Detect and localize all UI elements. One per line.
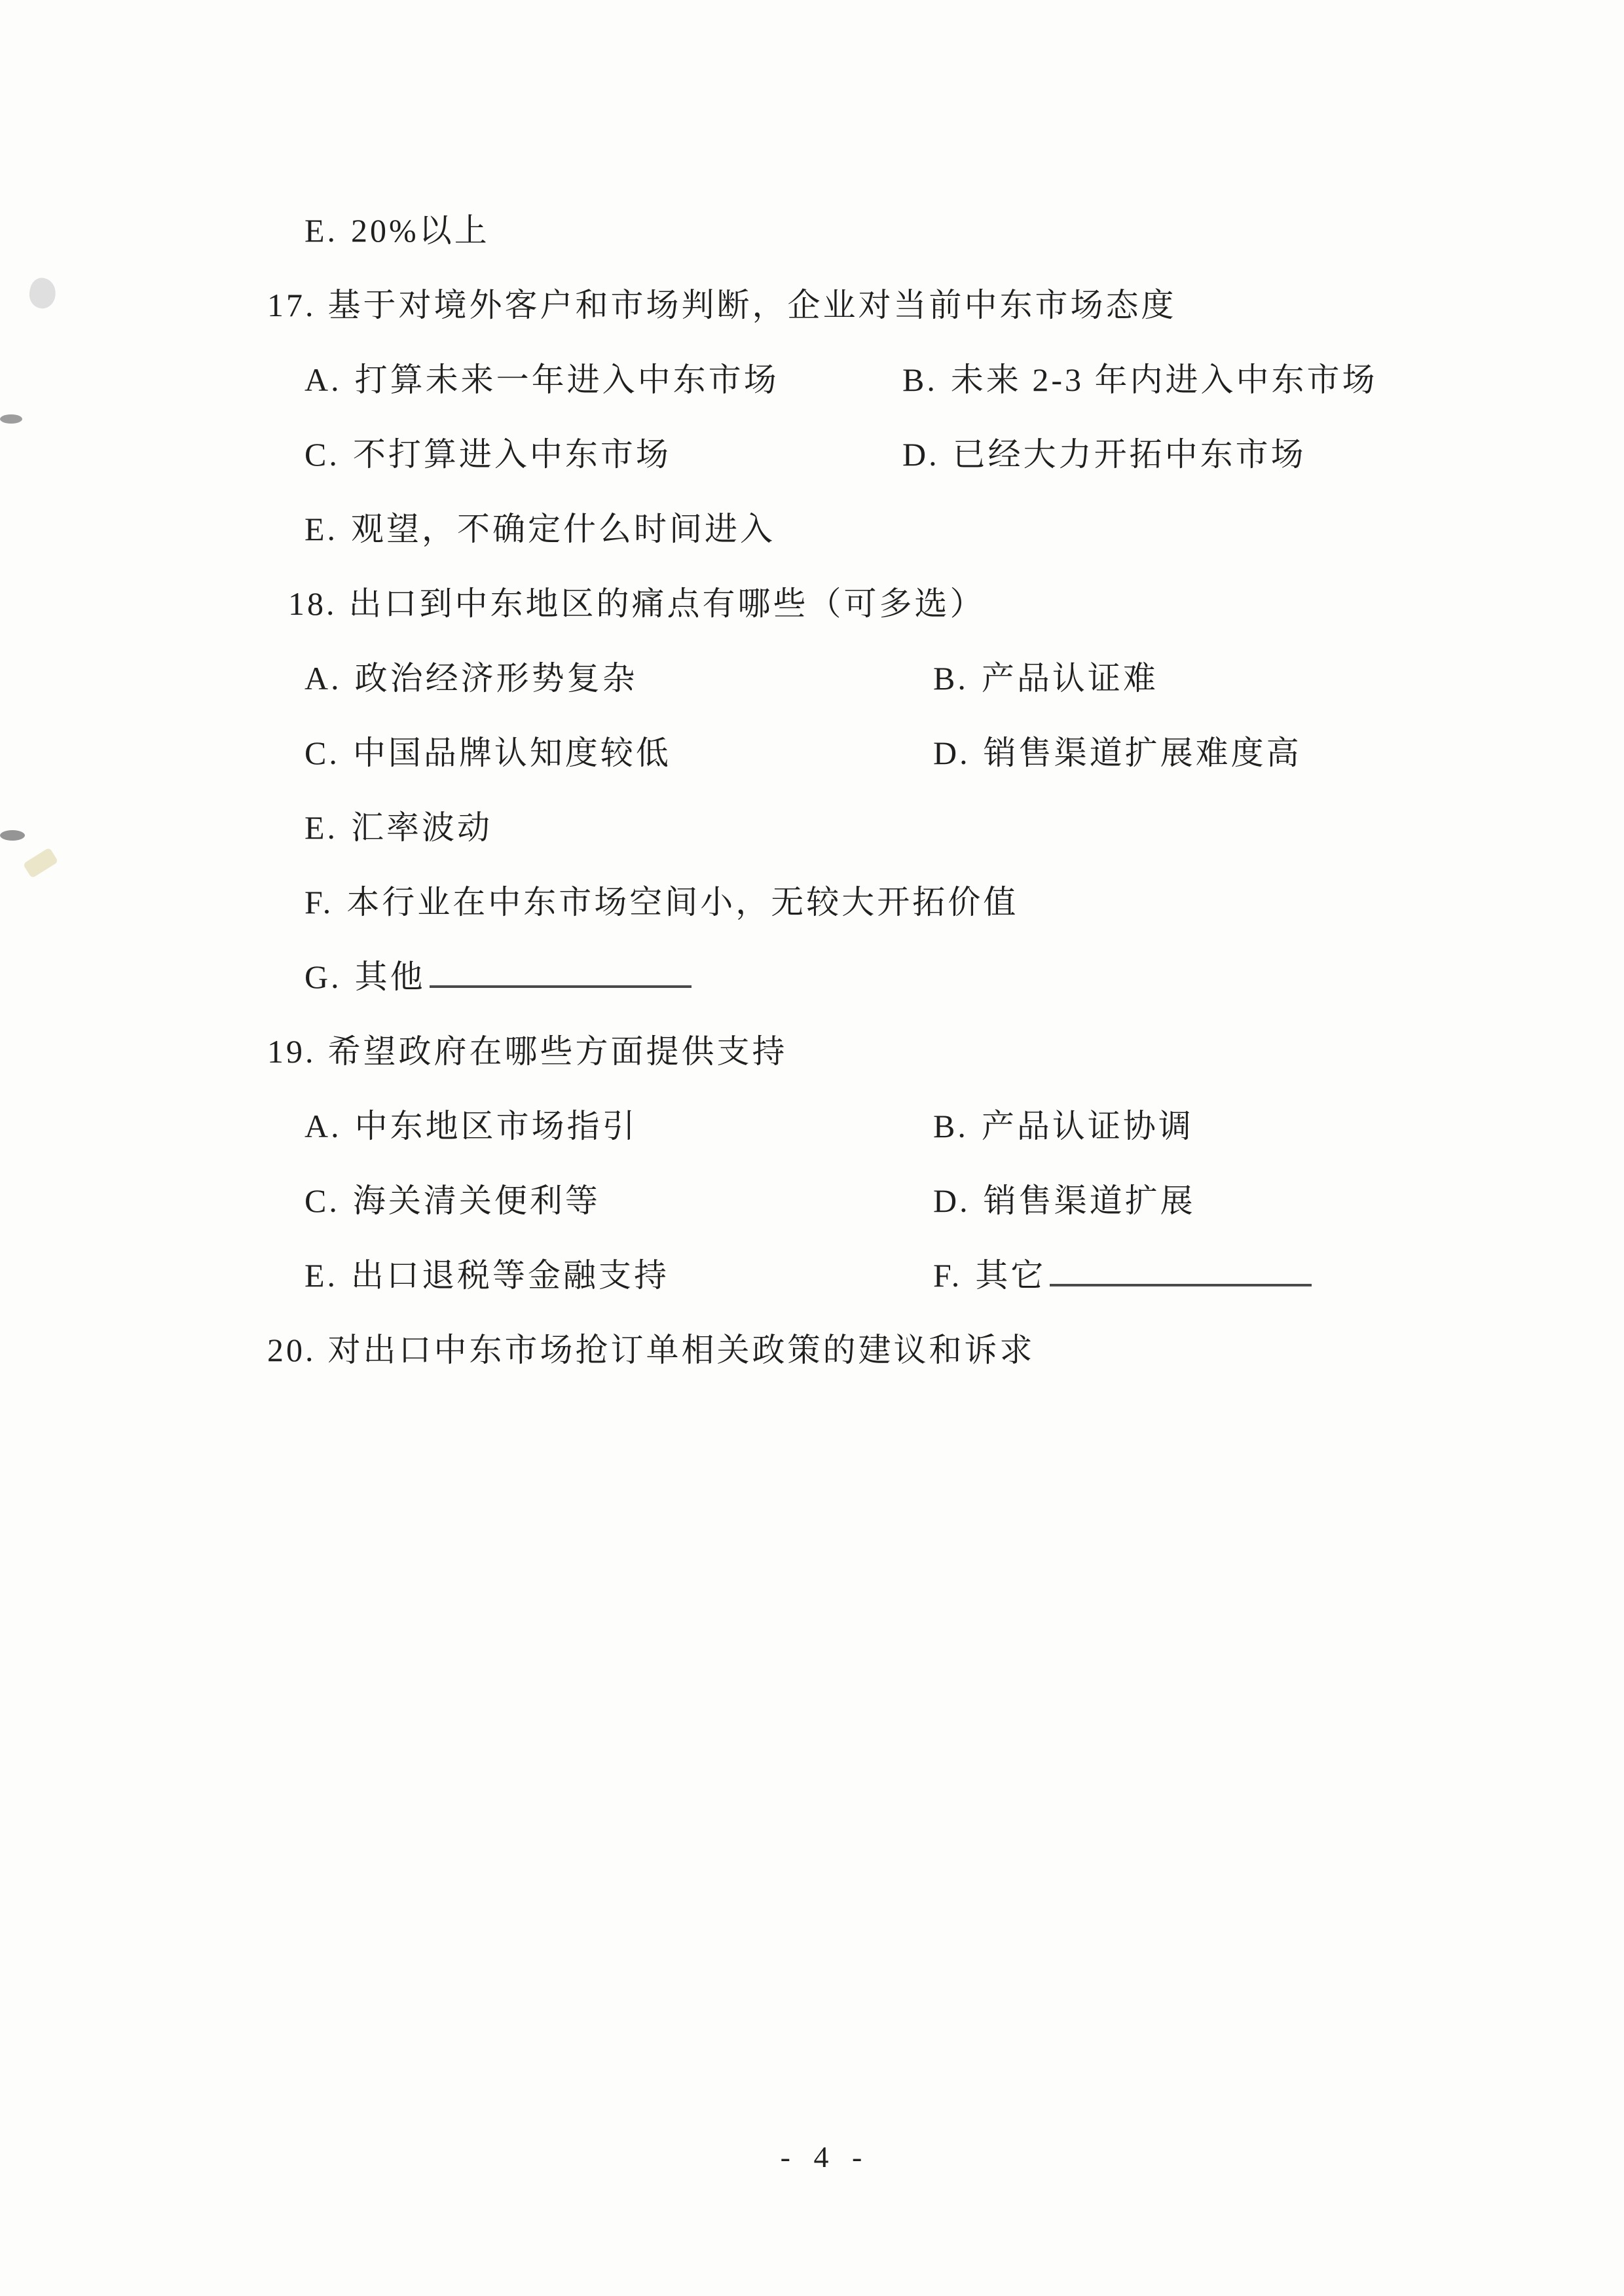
question-title: 基于对境外客户和市场判断，企业对当前中东市场态度 — [327, 287, 1177, 323]
option-label: D. — [933, 1182, 970, 1219]
fill-in-blank — [430, 958, 692, 988]
option-label: G. — [304, 958, 342, 995]
option-row — [0, 790, 1624, 865]
option-text: 销售渠道扩展难度高 — [983, 735, 1302, 771]
option-text: 销售渠道扩展 — [983, 1182, 1196, 1219]
option — [902, 342, 1378, 417]
option-row — [0, 342, 1624, 417]
option-label: A. — [304, 361, 342, 398]
option — [0, 716, 671, 790]
option — [0, 865, 1018, 939]
question-number: 19. — [267, 1033, 316, 1070]
option-text: 已经大力开拓中东市场 — [952, 436, 1306, 473]
page-number: - 4 - — [780, 2140, 870, 2174]
question-heading — [0, 268, 1624, 342]
option-label: A. — [304, 1108, 342, 1144]
option-label: E. — [304, 1257, 339, 1294]
option — [0, 1163, 600, 1238]
option — [0, 939, 692, 1014]
option — [0, 1238, 669, 1313]
option-row — [0, 865, 1624, 939]
option-text: 不打算进入中东市场 — [352, 436, 671, 473]
option-text: 政治经济形势复杂 — [354, 660, 638, 697]
option-text: 产品认证难 — [981, 660, 1158, 697]
option-label: F. — [304, 884, 334, 920]
option-row — [0, 1238, 1624, 1313]
option-label: B. — [933, 660, 969, 697]
option — [0, 342, 779, 417]
option — [0, 641, 638, 716]
option-row — [0, 1163, 1624, 1238]
question-heading — [0, 1014, 1624, 1089]
option-label: D. — [902, 436, 940, 473]
fill-in-blank — [1050, 1256, 1312, 1286]
option-label: C. — [304, 436, 340, 473]
option-label: E. — [304, 212, 339, 249]
option-text: 20%以上 — [351, 212, 490, 249]
question-number: 17. — [267, 287, 316, 323]
option-text: 观望，不确定什么时间进入 — [351, 511, 776, 547]
option-text: 海关清关便利等 — [352, 1182, 600, 1219]
option-text: 产品认证协调 — [981, 1108, 1194, 1144]
option-label: D. — [933, 735, 970, 771]
option-label: A. — [304, 660, 342, 697]
option — [933, 1163, 1196, 1238]
option — [933, 1238, 1312, 1313]
option-text: 其他 — [354, 958, 426, 995]
option — [0, 492, 775, 566]
scan-artifact — [0, 414, 22, 424]
option-row — [0, 716, 1624, 790]
question-heading — [0, 566, 1624, 641]
option-label: C. — [304, 1182, 340, 1219]
option-text: 出口退税等金融支持 — [351, 1257, 670, 1294]
option — [0, 790, 492, 865]
question-number: 20. — [267, 1332, 316, 1368]
option-row — [0, 492, 1624, 566]
option — [933, 641, 1158, 716]
option — [0, 193, 490, 268]
option-label: E. — [304, 511, 339, 547]
option-text: 打算未来一年进入中东市场 — [354, 361, 779, 398]
option — [0, 417, 671, 492]
option-label: B. — [933, 1108, 969, 1144]
question-heading — [0, 1313, 1624, 1387]
option-label: C. — [304, 735, 340, 771]
option-row — [0, 641, 1624, 716]
questionnaire-body — [0, 193, 1624, 1387]
option-text: 中国品牌认知度较低 — [352, 735, 671, 771]
question-title: 对出口中东市场抢订单相关政策的建议和诉求 — [327, 1332, 1035, 1368]
question-number: 18. — [288, 585, 337, 622]
option-row — [0, 939, 1624, 1014]
option-text: 其它 — [975, 1257, 1046, 1294]
option-label: E. — [304, 809, 339, 846]
option-text: 汇率波动 — [351, 809, 493, 846]
option-row — [0, 193, 1624, 268]
question-title: 出口到中东地区的痛点有哪些（可多选） — [348, 585, 986, 622]
option-label: F. — [933, 1257, 963, 1294]
option — [902, 417, 1306, 492]
scan-artifact — [0, 830, 25, 841]
option — [0, 1089, 638, 1163]
question-title: 希望政府在哪些方面提供支持 — [327, 1033, 788, 1070]
option-row — [0, 417, 1624, 492]
option — [933, 716, 1302, 790]
option-text: 未来 2-3 年内进入中东市场 — [950, 361, 1378, 398]
option — [933, 1089, 1194, 1163]
option-label: B. — [902, 361, 938, 398]
option-text: 中东地区市场指引 — [354, 1108, 638, 1144]
option-row — [0, 1089, 1624, 1163]
option-text: 本行业在中东市场空间小，无较大开拓价值 — [346, 884, 1019, 920]
